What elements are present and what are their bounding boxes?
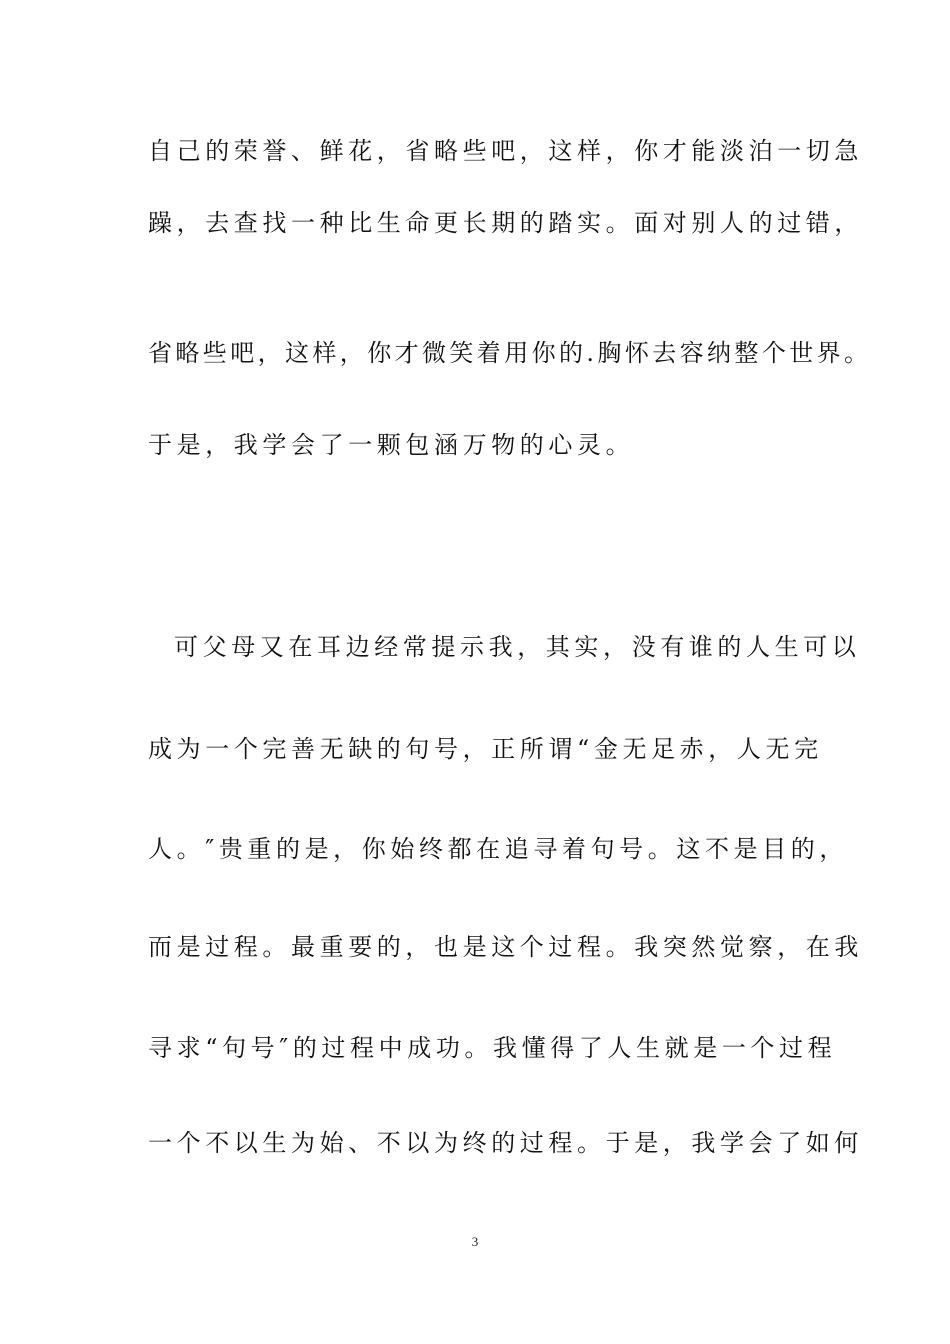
paragraph-1-line-1: 自己的荣誉、鲜花，省略些吧，这样，你才能淡泊一切急 (148, 137, 863, 165)
paragraph-1-line-2: 躁，去查找一种比生命更长期的踏实。面对别人的过错， (148, 209, 863, 237)
paragraph-2-line-3: 人。″贵重的是，你始终都在追寻着句号。这不是目的， (148, 835, 848, 863)
paragraph-2-line-6: 一个不以生为始、不以为终的过程。于是，我学会了如何 (148, 1129, 863, 1157)
paragraph-2-line-1: 可父母又在耳边经常提示我，其实，没有谁的人生可以 (174, 633, 861, 661)
page-number: 3 (471, 1234, 479, 1249)
paragraph-2-line-5: 寻求“句号″的过程中成功。我懂得了人生就是一个过程 (148, 1034, 837, 1062)
paragraph-2-line-2: 成为一个完善无缺的句号，正所谓“金无足赤，人无完 (148, 735, 823, 763)
paragraph-2-line-4: 而是过程。最重要的，也是这个过程。我突然觉察，在我 (148, 933, 863, 961)
paragraph-1-line-3: 省略些吧，这样，你才微笑着用你的.胸怀去容纳整个世界。 (148, 339, 872, 367)
paragraph-1-line-4: 于是，我学会了一颗包涵万物的心灵。 (148, 431, 635, 459)
